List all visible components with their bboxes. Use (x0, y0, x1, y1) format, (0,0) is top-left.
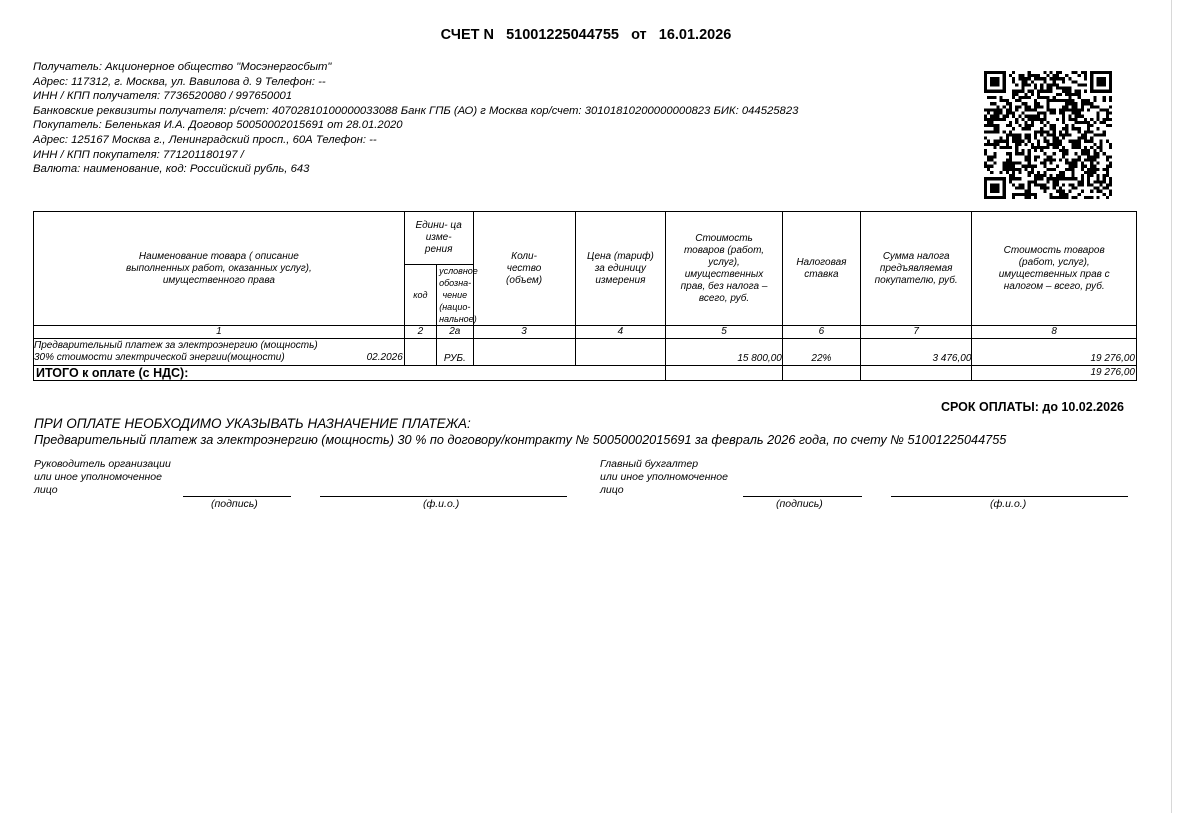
header-qty: Коли- чество (объем) (473, 212, 575, 326)
recipient-inn-line: ИНН / КПП получателя: 7736520080 / 997650001 (33, 90, 293, 103)
column-number: 7 (860, 326, 971, 339)
payment-purpose-heading: ПРИ ОПЛАТЕ НЕОБХОДИМО УКАЗЫВАТЬ НАЗНАЧЕНИЕ ПЛАТЕЖА: (34, 416, 471, 431)
total-row (34, 366, 1137, 381)
total-empty-cell (666, 366, 783, 381)
item-unit-symbol: РУБ. (437, 339, 473, 366)
table-row (34, 339, 1137, 366)
item-period: 02.2026 (366, 352, 403, 363)
buyer-inn-line: ИНН / КПП покупателя: 771201180197 / (33, 148, 244, 161)
header-tax-sum: Сумма налога предъявляемая покупателю, руб. (860, 212, 971, 326)
item-price (575, 339, 666, 366)
column-number: 3 (473, 326, 575, 339)
accountant-label-line2: или иное уполномоченное (600, 471, 728, 483)
buyer-line: Покупатель: Беленькая И.А. Договор 50050002015691 от 28.01.2020 (33, 119, 403, 132)
total-value: 19 276,00 (972, 366, 1137, 381)
total-empty-cell (860, 366, 971, 381)
column-number: 1 (34, 326, 405, 339)
column-number: 2а (437, 326, 473, 339)
column-number: 4 (575, 326, 666, 339)
invoice-table (33, 211, 1137, 381)
accountant-label-line1: Главный бухгалтер (600, 458, 699, 470)
header-unit: Едини- ца изме- рения (404, 212, 473, 265)
column-numbers-row (34, 326, 1137, 339)
header-cost-no-tax: Стоимость товаров (работ, услуг), имущественных прав, без налога – всего, руб. (666, 212, 783, 326)
header-price: Цена (тариф) за единицу измерения (575, 212, 666, 326)
invoice-title (0, 27, 1172, 43)
item-tax-sum: 3 476,00 (860, 339, 971, 366)
header-tax-rate: Налоговая ставка (782, 212, 860, 326)
item-name-cell (34, 339, 405, 366)
recipient-line: Получатель: Акционерное общество "Мосэнергосбыт" (33, 61, 332, 73)
accountant-signature-line (743, 496, 862, 497)
payment-deadline: СРОК ОПЛАТЫ: до 10.02.2026 (940, 400, 1124, 414)
recipient-address-line: Адрес: 117312, г. Москва, ул. Вавилова д. 9 Телефон: -- (33, 75, 326, 88)
buyer-address-line: Адрес: 125167 Москва г., Ленинградский просп., 60А Телефон: -- (33, 133, 377, 146)
currency-line: Валюта: наименование, код: Российский рубль, 643 (33, 163, 310, 176)
column-number: 5 (666, 326, 783, 339)
column-number: 2 (404, 326, 436, 339)
item-name-line1: Предварительный платеж за электроэнергию (мощность) (34, 340, 318, 351)
head-name-line (320, 496, 567, 497)
accountant-sign-caption: (подпись) (776, 498, 823, 510)
total-label: ИТОГО к оплате (с НДС): (34, 366, 666, 381)
parties-info (33, 60, 798, 177)
total-empty-cell (782, 366, 860, 381)
header-cost-with-tax: Стоимость товаров (работ, услуг), имущественных прав с налогом – всего, руб. (972, 212, 1137, 326)
header-unit-code: код (404, 265, 436, 326)
head-signature-line (183, 496, 291, 497)
head-signature-label (34, 458, 171, 497)
accountant-name-line (891, 496, 1128, 497)
bank-details-line: Банковские реквизиты получателя: р/счет: 40702810100000033088 Банк ГПБ (АО) г Москва кор/счет: 30101810200000000823 БИК: 044525823 (33, 104, 799, 117)
head-label-line3: лицо (34, 484, 58, 496)
head-sign-caption: (подпись) (211, 498, 258, 510)
payment-purpose-text: Предварительный платеж за электроэнергию (мощность) 30 % по договору/контракту № 50050002015691 за февраль 2026 года, по счету № 51001225044755 (34, 433, 1007, 447)
title-label: СЧЕТ N (440, 27, 494, 43)
item-unit-code (404, 339, 436, 366)
column-number: 6 (782, 326, 860, 339)
head-name-caption: (ф.и.о.) (423, 498, 460, 510)
item-cost-no-tax: 15 800,00 (666, 339, 783, 366)
header-unit-symbol: условное обозна- чение (нацио- нальное) (437, 265, 473, 326)
head-label-line1: Руководитель организации (34, 458, 171, 470)
invoice-number: 51001225044755 (506, 27, 619, 43)
accountant-signature-label (600, 458, 728, 497)
item-name-line2: 30% стоимости электрической энергии(мощности) (34, 352, 285, 363)
header-name: Наименование товара ( описание выполненных работ, оказанных услуг), имущественного права (34, 212, 405, 326)
item-qty (473, 339, 575, 366)
accountant-name-caption: (ф.и.о.) (990, 498, 1027, 510)
item-tax-rate: 22% (782, 339, 860, 366)
accountant-label-line3: лицо (600, 484, 624, 496)
date-label: от (631, 27, 647, 43)
head-label-line2: или иное уполномоченное (34, 471, 162, 483)
column-number: 8 (972, 326, 1137, 339)
item-cost-with-tax: 19 276,00 (972, 339, 1137, 366)
qr-code-icon (984, 71, 1112, 199)
invoice-date: 16.01.2026 (658, 27, 732, 43)
